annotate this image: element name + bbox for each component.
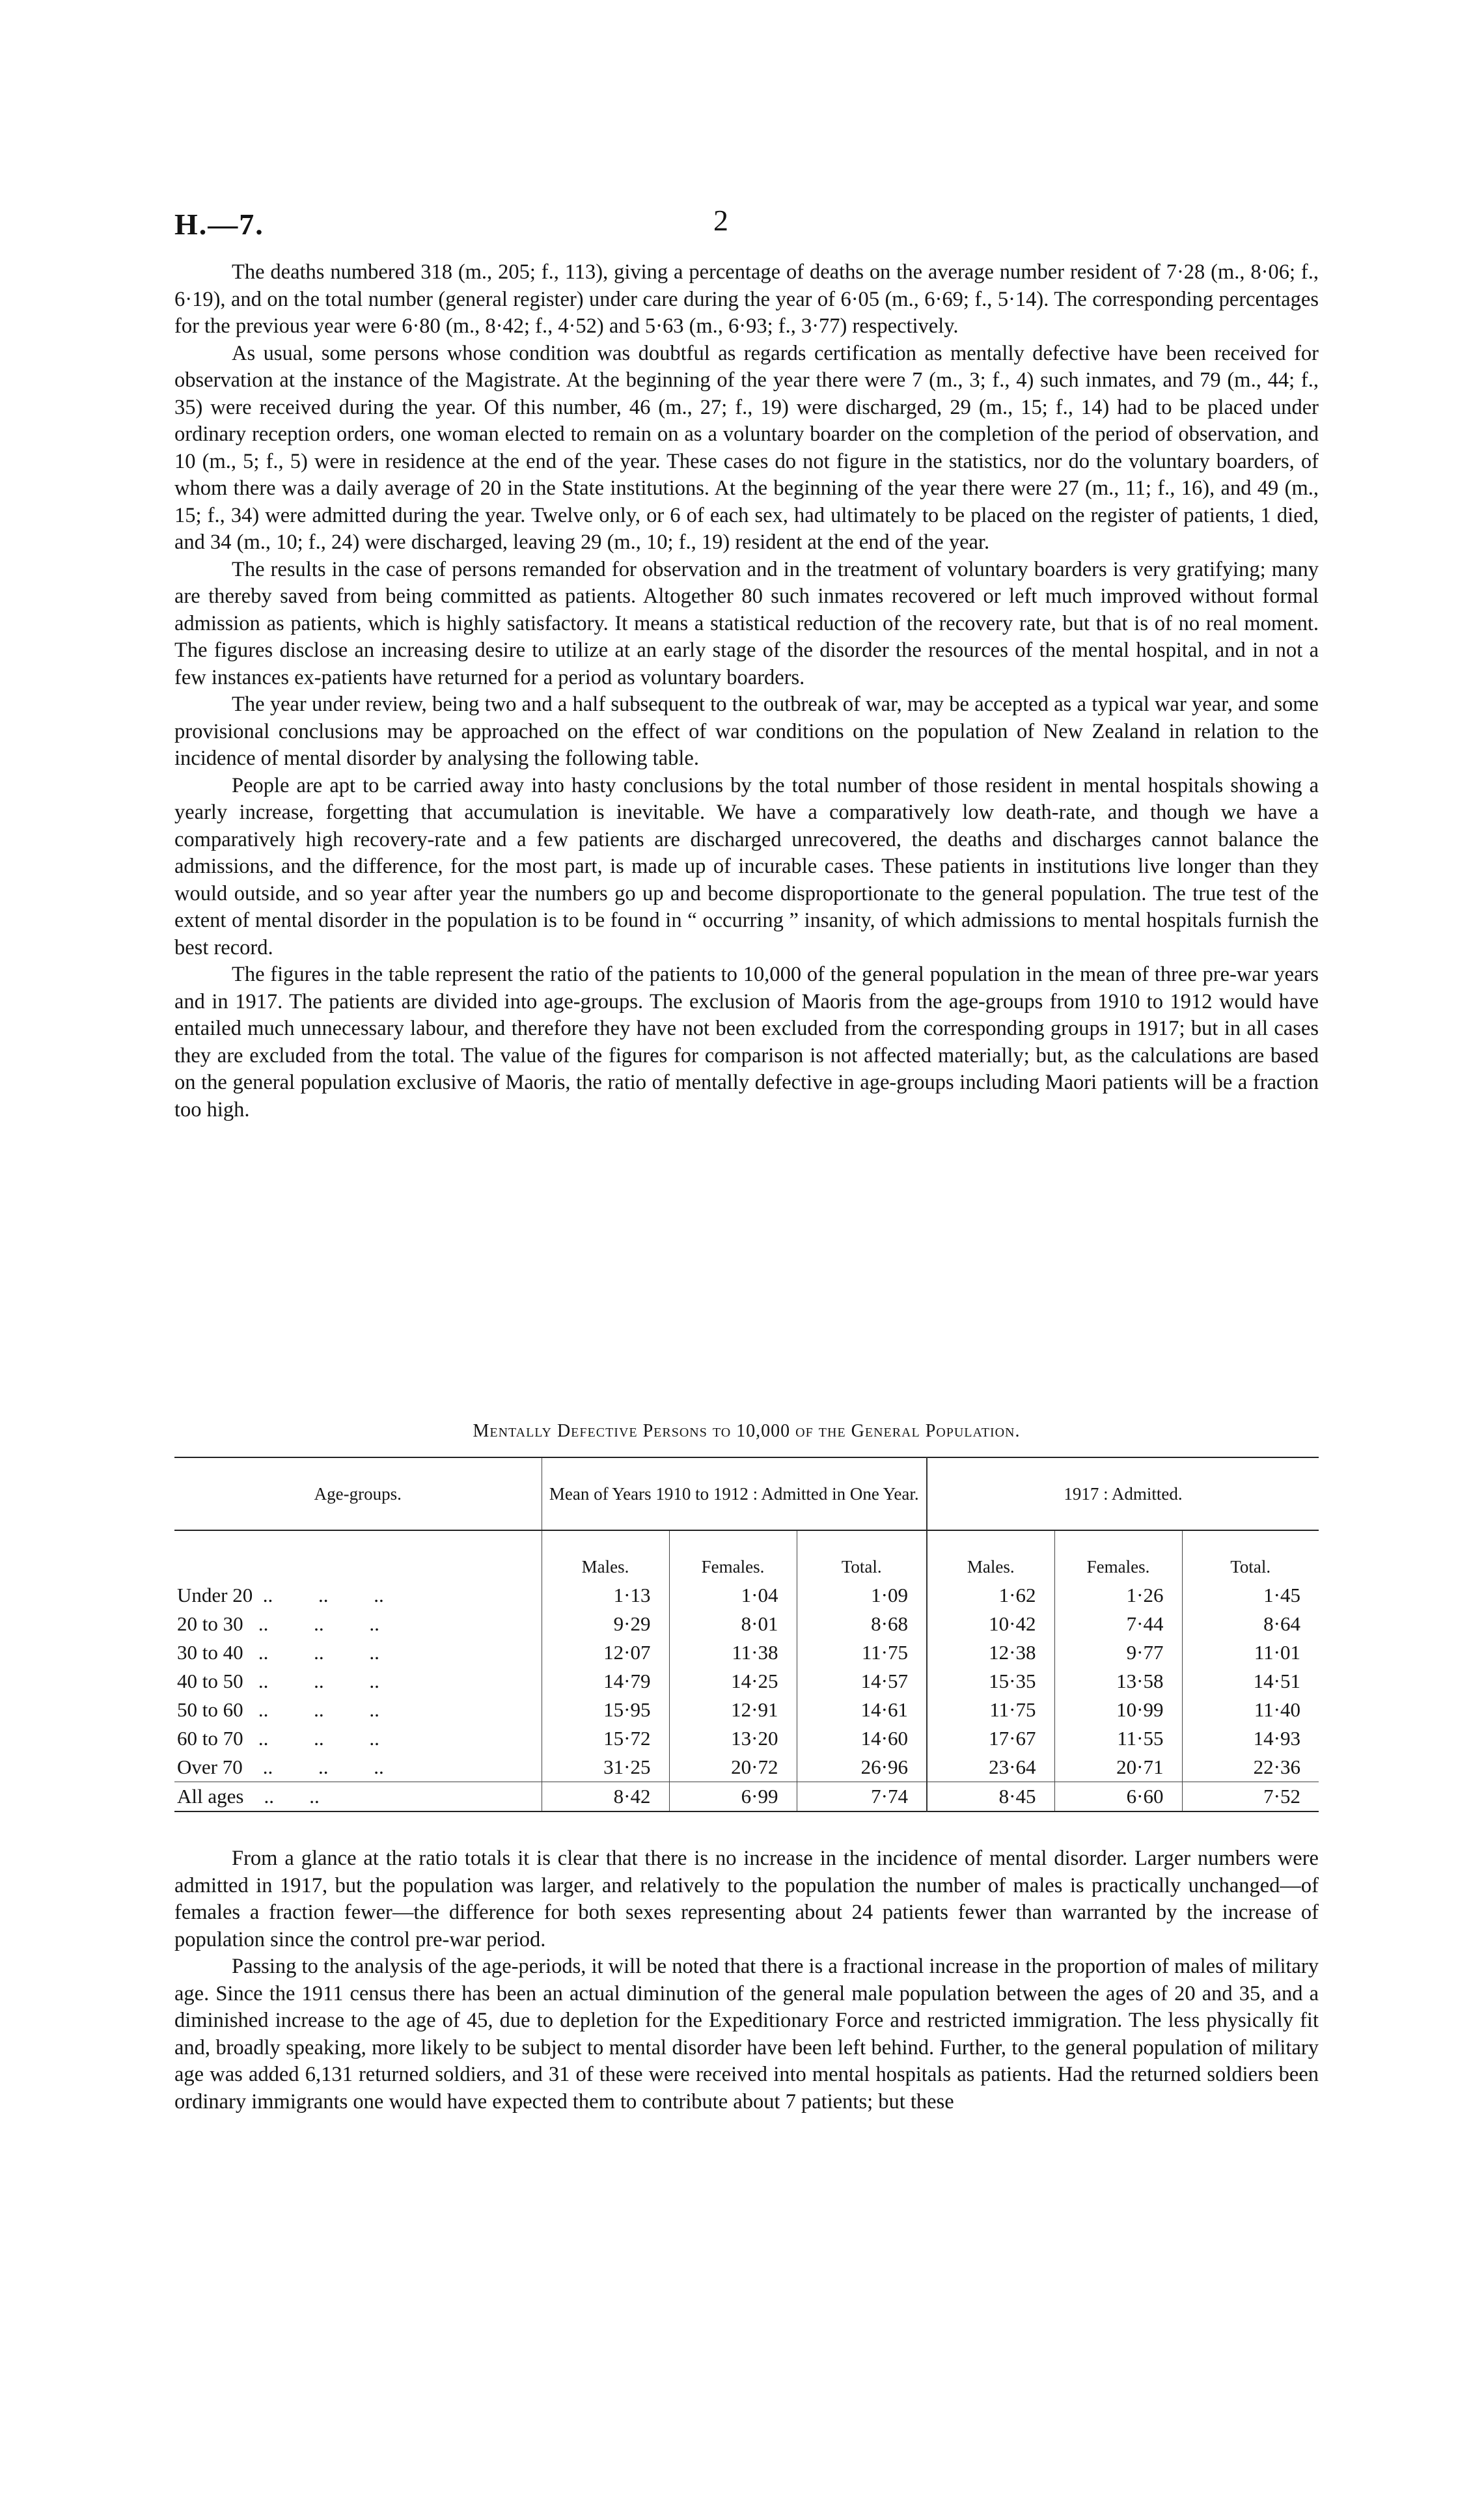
age-group-label: 30 to 40 .. .. .. <box>177 1641 379 1664</box>
report-reference: H.—7. <box>174 208 264 241</box>
paragraph: The deaths numbered 318 (m., 205; f., 113), giving a percentage of deaths on the average number resident of 7·28 (m., 8·06; f., 6·19), and on the total number (general register) under care during the year of 6·05 (m., 6·69; f., 5·14). The corresponding percentages for the previous year were 6·80 (m., 8·42; f., 4·52) and 5·63 (m., 6·93; f., 3·77) respectively. <box>174 260 1319 338</box>
table-cell: 31·25 <box>542 1753 669 1782</box>
age-groups-header: Age-groups. <box>174 1457 542 1530</box>
table-column-header-row <box>174 1530 1319 1581</box>
table-cell: 12·91 <box>669 1696 797 1724</box>
col-total-header: Total. <box>1182 1530 1319 1581</box>
table-row <box>174 1753 1319 1782</box>
table-cell: 10·99 <box>1054 1696 1182 1724</box>
table-cell: 14·93 <box>1182 1724 1319 1753</box>
table-cell: 12·38 <box>927 1638 1054 1667</box>
table-cell: 15·95 <box>542 1696 669 1724</box>
table-cell: 11·01 <box>1182 1638 1319 1667</box>
table-cell: 1·26 <box>1054 1581 1182 1610</box>
table-caption: Mentally Defective Persons to 10,000 of the General Population. <box>473 1421 1021 1441</box>
table-cell: 9·77 <box>1054 1638 1182 1667</box>
age-group-label: Under 20 .. .. .. <box>177 1584 384 1606</box>
total-row-label: All ages .. .. <box>174 1782 542 1812</box>
table-cell: 11·75 <box>797 1638 927 1667</box>
table-row <box>174 1581 1319 1610</box>
col-females-header: Females. <box>1054 1530 1182 1581</box>
table-row <box>174 1610 1319 1638</box>
table-cell: 23·64 <box>927 1753 1054 1782</box>
table-cell: 8·42 <box>542 1782 669 1812</box>
table-cell: 14·57 <box>797 1667 927 1696</box>
paragraph: The figures in the table represent the ratio of the patients to 10,000 of the general population in the mean of three pre-war years and in 1917. The patients are divided into age-groups. The exclusion of Maoris from the age-groups from 1910 to 1912 would have entailed much unnecessary labour, and therefore they have not been excluded from the corresponding groups in 1917; but in all cases they are excluded from the total. The value of the figures for comparison is not affected materially; but, as the calculations are based on the general population exclusive of Maoris, the ratio of mentally defective in age-groups including Maori patients will be a fraction too high. <box>174 963 1319 1122</box>
table-cell: 26·96 <box>797 1753 927 1782</box>
table-cell: 1·09 <box>797 1581 927 1610</box>
table-cell: 10·42 <box>927 1610 1054 1638</box>
table-cell: 8·64 <box>1182 1610 1319 1638</box>
table-cell: 13·58 <box>1054 1667 1182 1696</box>
table-cell: 8·68 <box>797 1610 927 1638</box>
table-group-header-row <box>174 1457 1319 1530</box>
col-total-header: Total. <box>797 1530 927 1581</box>
table-row <box>174 1667 1319 1696</box>
table-cell: 22·36 <box>1182 1753 1319 1782</box>
table-cell: 13·20 <box>669 1724 797 1753</box>
body-text-after-table <box>174 1845 1319 2115</box>
paragraph: People are apt to be carried away into hasty conclusions by the total number of those resident in mental hospitals showing a yearly increase, forgetting that accumulation is inevitable. We have a comparatively low death-rate, and though we have a comparatively high recovery-rate and a few patients are discharged unrecovered, the deaths and discharges cannot balance the admissions, and the difference, for the most part, is made up of incurable cases. These patients in institutions live longer than they would outside, and so year after year the numbers go up and become disproportionate to the general population. The true test of the extent of mental disorder in the population is to be found in “ occurring ” insanity, of which admissions to mental hospitals furnish the best record. <box>174 773 1319 959</box>
table-cell: 14·25 <box>669 1667 797 1696</box>
table-cell: 8·01 <box>669 1610 797 1638</box>
col-males-header: Males. <box>927 1530 1054 1581</box>
age-group-label: 20 to 30 .. .. .. <box>177 1612 379 1635</box>
blank-header-cell <box>174 1530 542 1581</box>
paragraph: From a glance at the ratio totals it is clear that there is no increase in the incidence of mental disorder. Larger numbers were admitted in 1917, but the population was larger, and relatively to the population the number of males is practically unchanged—of females a fraction fewer—the difference for both sexes representing about 24 patients fewer than warranted by the increase of population since the control pre-war period. <box>174 1847 1319 1951</box>
body-text-before-table <box>174 259 1319 1123</box>
table-cell: 14·60 <box>797 1724 927 1753</box>
table-cell: 14·51 <box>1182 1667 1319 1696</box>
table-cell: 6·99 <box>669 1782 797 1812</box>
table-cell: 12·07 <box>542 1638 669 1667</box>
table-row <box>174 1724 1319 1753</box>
table-cell: 7·52 <box>1182 1782 1319 1812</box>
table-cell: 1·04 <box>669 1581 797 1610</box>
ratio-table <box>174 1457 1319 1812</box>
table-cell: 20·71 <box>1054 1753 1182 1782</box>
table-cell: 7·44 <box>1054 1610 1182 1638</box>
table-cell: 1·62 <box>927 1581 1054 1610</box>
paragraph: Passing to the analysis of the age-periods, it will be noted that there is a fractional increase in the proportion of males of military age. Since the 1911 census there has been an actual diminution of the general male population between the ages of 20 and 35, and a diminished increase to the age of 45, due to depletion for the Expeditionary Force and restricted immigration. The less physically fit and, broadly speaking, more likely to be subject to mental disorder have been left behind. Further, to the general population of military age was added 6,131 returned soldiers, and 31 of these were received into mental hospitals as patients. Had the returned soldiers been ordinary immigrants one would have expected them to contribute about 7 patients; but these <box>174 1955 1319 2114</box>
table-cell: 9·29 <box>542 1610 669 1638</box>
table-cell: 15·72 <box>542 1724 669 1753</box>
table-cell: 11·40 <box>1182 1696 1319 1724</box>
page-number: 2 <box>713 204 728 237</box>
col-females-header: Females. <box>669 1530 797 1581</box>
pre-war-mean-header: Mean of Years 1910 to 1912 : Admitted in One Year. <box>542 1457 927 1530</box>
paragraph: The year under review, being two and a half subsequent to the outbreak of war, may be accepted as a typical war year, and some provisional conclusions may be approached on the effect of war conditions on the population of New Zealand in relation to the incidence of mental disorder by analysing the following table. <box>174 693 1319 770</box>
table-row <box>174 1696 1319 1724</box>
year-1917-header: 1917 : Admitted. <box>927 1457 1319 1530</box>
table-row <box>174 1638 1319 1667</box>
table-cell: 7·74 <box>797 1782 927 1812</box>
col-males-header: Males. <box>542 1530 669 1581</box>
table-cell: 1·13 <box>542 1581 669 1610</box>
table-cell: 11·38 <box>669 1638 797 1667</box>
age-group-label: 60 to 70 .. .. .. <box>177 1727 379 1750</box>
table-cell: 20·72 <box>669 1753 797 1782</box>
table-cell: 11·55 <box>1054 1724 1182 1753</box>
table-cell: 14·79 <box>542 1667 669 1696</box>
paragraph: The results in the case of persons remanded for observation and in the treatment of voluntary boarders is very gratifying; many are thereby saved from being committed as patients. Altogether 80 such inmates recovered or left much improved without formal admission as patients, which is highly satisfactory. It means a statistical reduction of the recovery rate, but that is of no real moment. The figures disclose an increasing desire to utilize at an early stage of the disorder the resources of the mental hospital, and in not a few instances ex-patients have returned for a period as voluntary boarders. <box>174 557 1319 689</box>
table-cell: 17·67 <box>927 1724 1054 1753</box>
table-cell: 15·35 <box>927 1667 1054 1696</box>
table-cell: 1·45 <box>1182 1581 1319 1610</box>
paragraph: As usual, some persons whose condition was doubtful as regards certification as mentally defective have been received for observation at the instance of the Magistrate. At the beginning of the year there were 7 (m., 3; f., 4) such inmates, and 79 (m., 44; f., 35) were received during the year. Of this number, 46 (m., 27; f., 19) were discharged, 29 (m., 15; f., 14) had to be placed under ordinary reception orders, one woman elected to remain on as a voluntary boarder on the completion of the period of observation, and 10 (m., 5; f., 5) were in residence at the end of the year. These cases do not figure in the statistics, nor do the voluntary boarders, of whom there was a daily average of 20 in the State institutions. At the beginning of the year there were 27 (m., 11; f., 16), and 49 (m., 15; f., 34) were admitted during the year. Twelve only, or 6 of each sex, had ultimately to be placed on the register of patients, 1 died, and 34 (m., 10; f., 24) were discharged, leaving 29 (m., 10; f., 19) resident at the end of the year. <box>174 341 1319 554</box>
table-cell: 14·61 <box>797 1696 927 1724</box>
age-group-label: Over 70 .. .. .. <box>177 1756 384 1778</box>
table-total-row <box>174 1782 1319 1812</box>
table-cell: 6·60 <box>1054 1782 1182 1812</box>
table-cell: 8·45 <box>927 1782 1054 1812</box>
age-group-label: 50 to 60 .. .. .. <box>177 1698 379 1721</box>
age-group-label: 40 to 50 .. .. .. <box>177 1670 379 1692</box>
table-cell: 11·75 <box>927 1696 1054 1724</box>
